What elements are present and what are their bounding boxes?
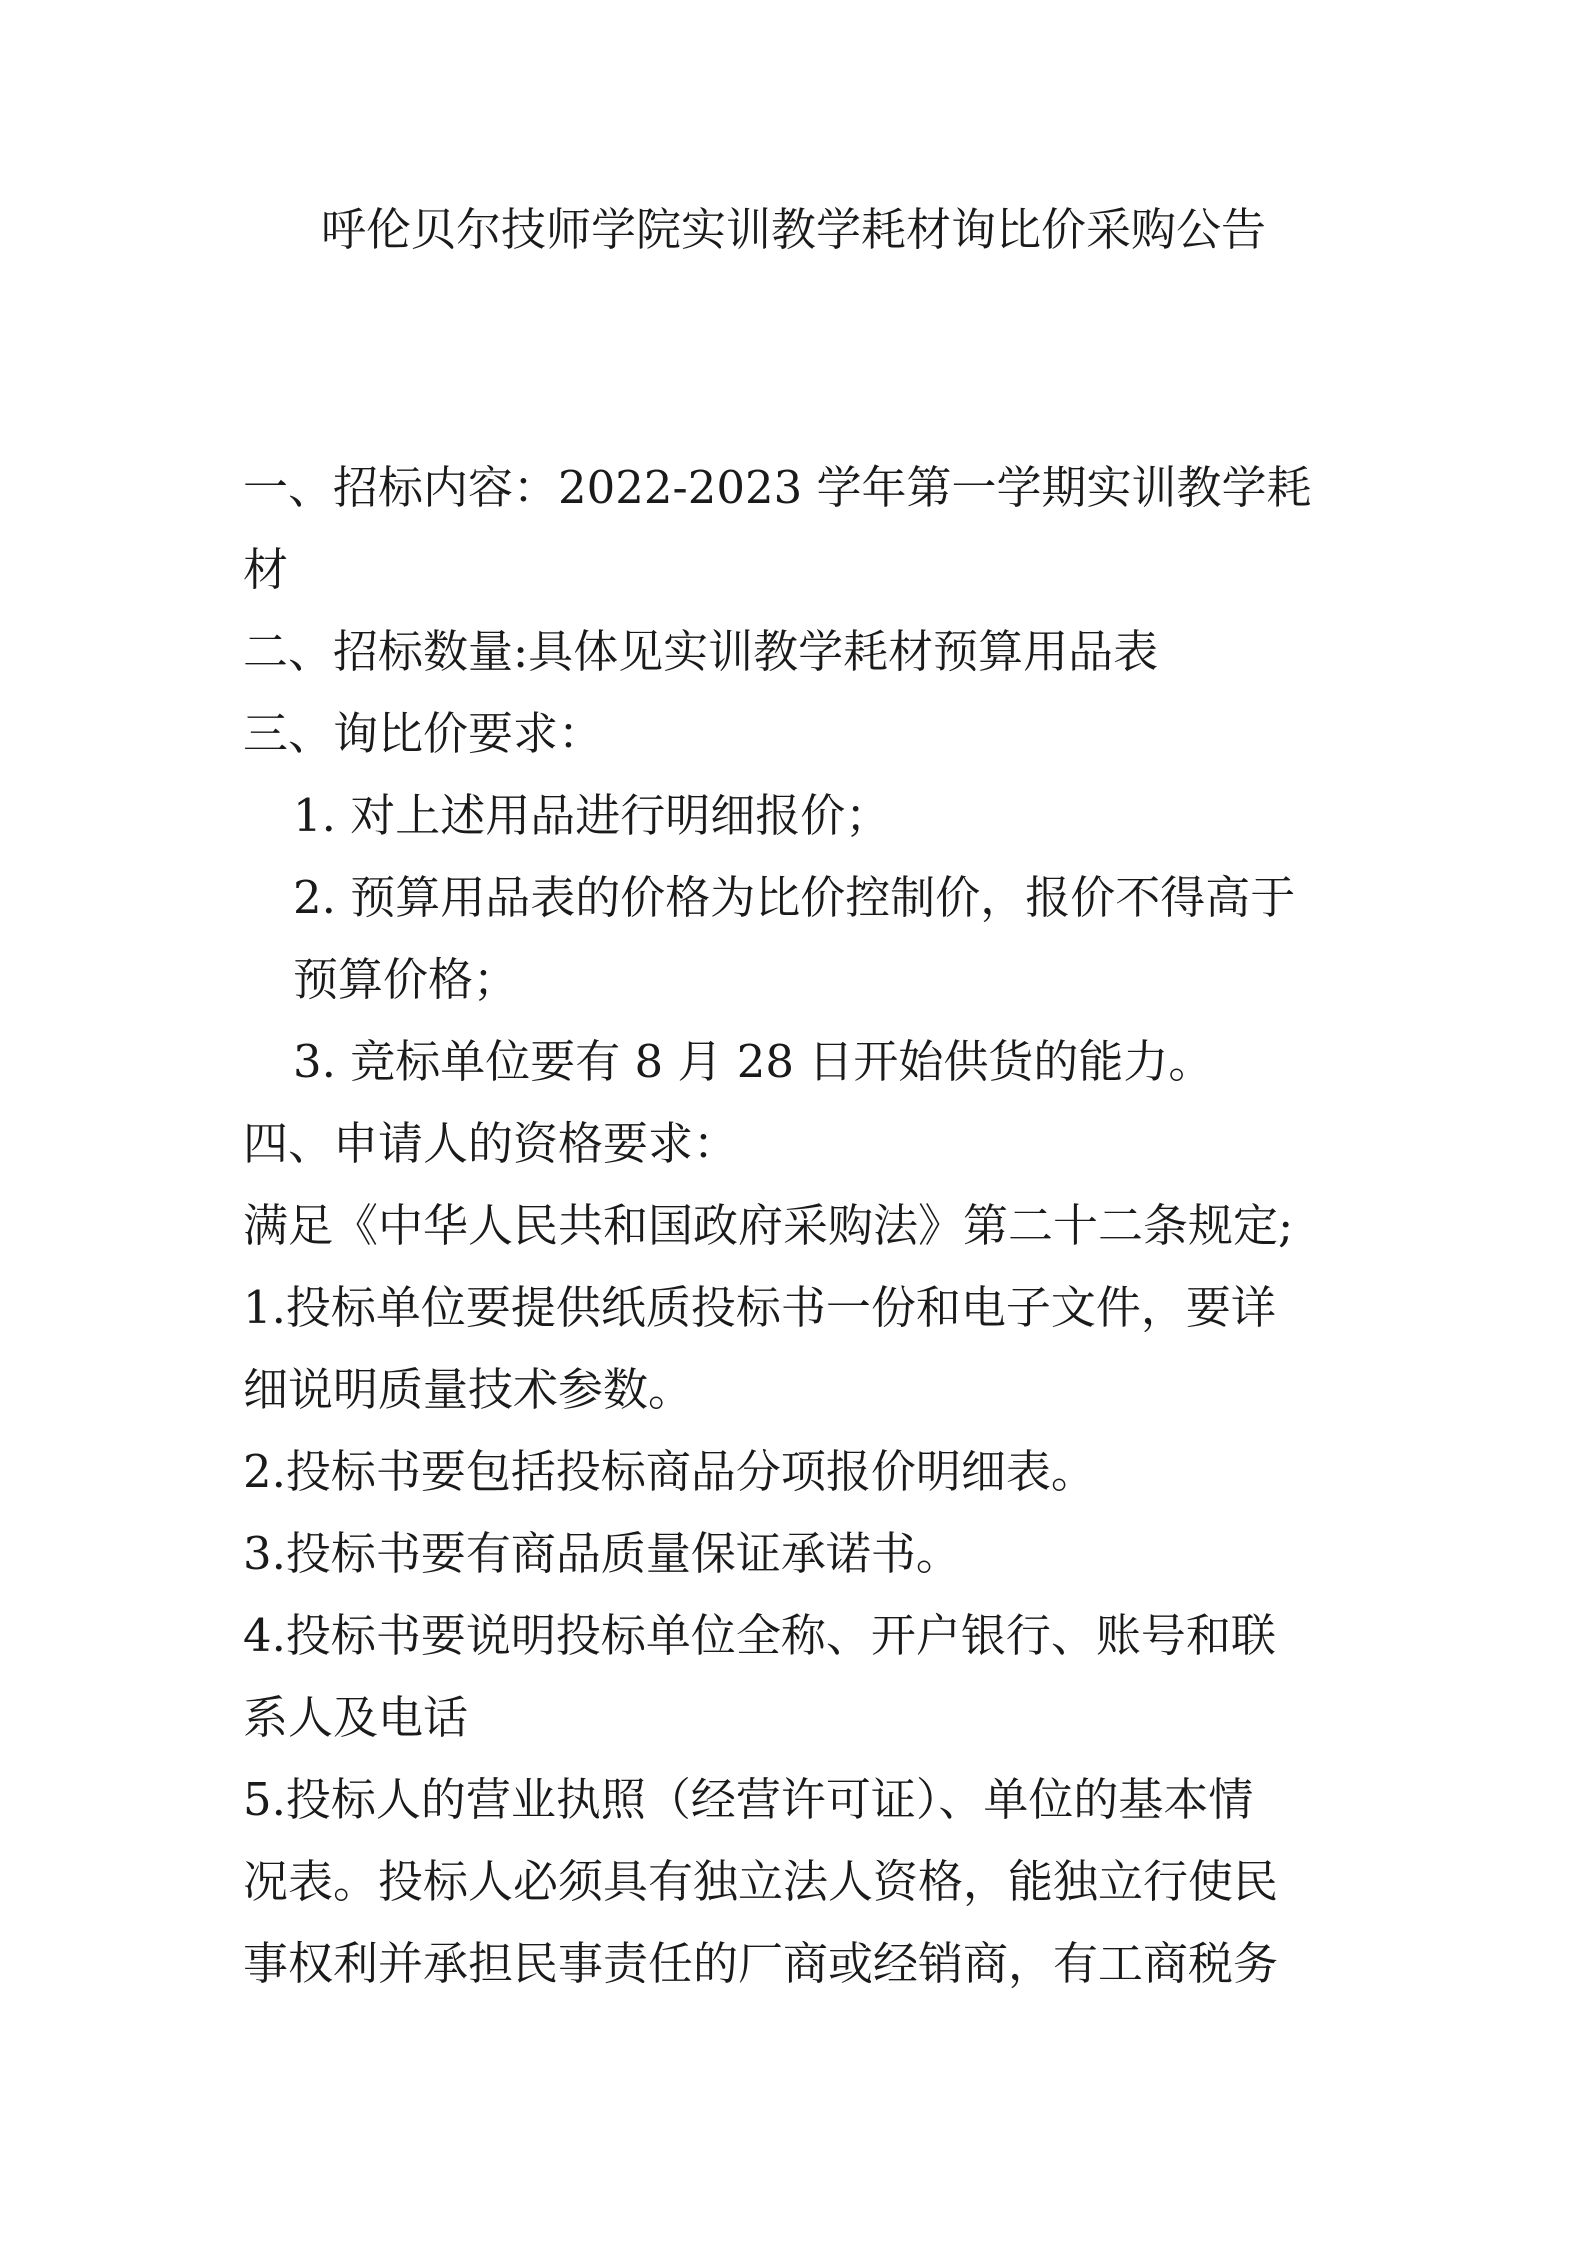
- section-4-item-4-line-1: 4.投标书要说明投标单位全称、开户银行、账号和联: [243, 1609, 1276, 1662]
- section-4-item-4-line-2: 系人及电话: [243, 1691, 469, 1744]
- section-3-item-3: 3. 竞标单位要有 8 月 28 日开始供货的能力。: [293, 1035, 1214, 1088]
- section-4-item-1-line-1: 1.投标单位要提供纸质投标书一份和电子文件，要详: [243, 1281, 1276, 1334]
- section-1-line-2: 材: [243, 543, 289, 596]
- document-title: 呼伦贝尔技师学院实训教学耗材询比价采购公告: [320, 203, 1266, 256]
- section-4-item-1-line-2: 细说明质量技术参数。: [243, 1363, 694, 1416]
- section-3-item-2-line-1: 2. 预算用品表的价格为比价控制价，报价不得高于: [293, 871, 1296, 924]
- section-4-item-5-line-3: 事权利并承担民事责任的厂商或经销商，有工商税务: [243, 1937, 1279, 1990]
- section-4-item-3: 3.投标书要有商品质量保证承诺书。: [243, 1527, 961, 1580]
- section-1-line-1: 一、招标内容：2022-2023 学年第一学期实训教学耗: [243, 461, 1312, 514]
- section-4-intro: 满足《中华人民共和国政府采购法》第二十二条规定;: [243, 1199, 1294, 1252]
- section-4-item-5-line-2: 况表。投标人必须具有独立法人资格，能独立行使民: [243, 1855, 1279, 1908]
- section-4-item-5-line-1: 5.投标人的营业执照（经营许可证）、单位的基本情: [243, 1773, 1254, 1826]
- section-3-item-2-line-2: 预算价格；: [293, 953, 519, 1006]
- section-3-heading: 三、询比价要求：: [243, 707, 604, 760]
- section-4-item-2: 2.投标书要包括投标商品分项报价明细表。: [243, 1445, 1096, 1498]
- section-4-heading: 四、申请人的资格要求：: [243, 1117, 739, 1170]
- section-2: 二、招标数量:具体见实训教学耗材预算用品表: [243, 625, 1159, 678]
- section-3-item-1: 1. 对上述用品进行明细报价；: [293, 789, 891, 842]
